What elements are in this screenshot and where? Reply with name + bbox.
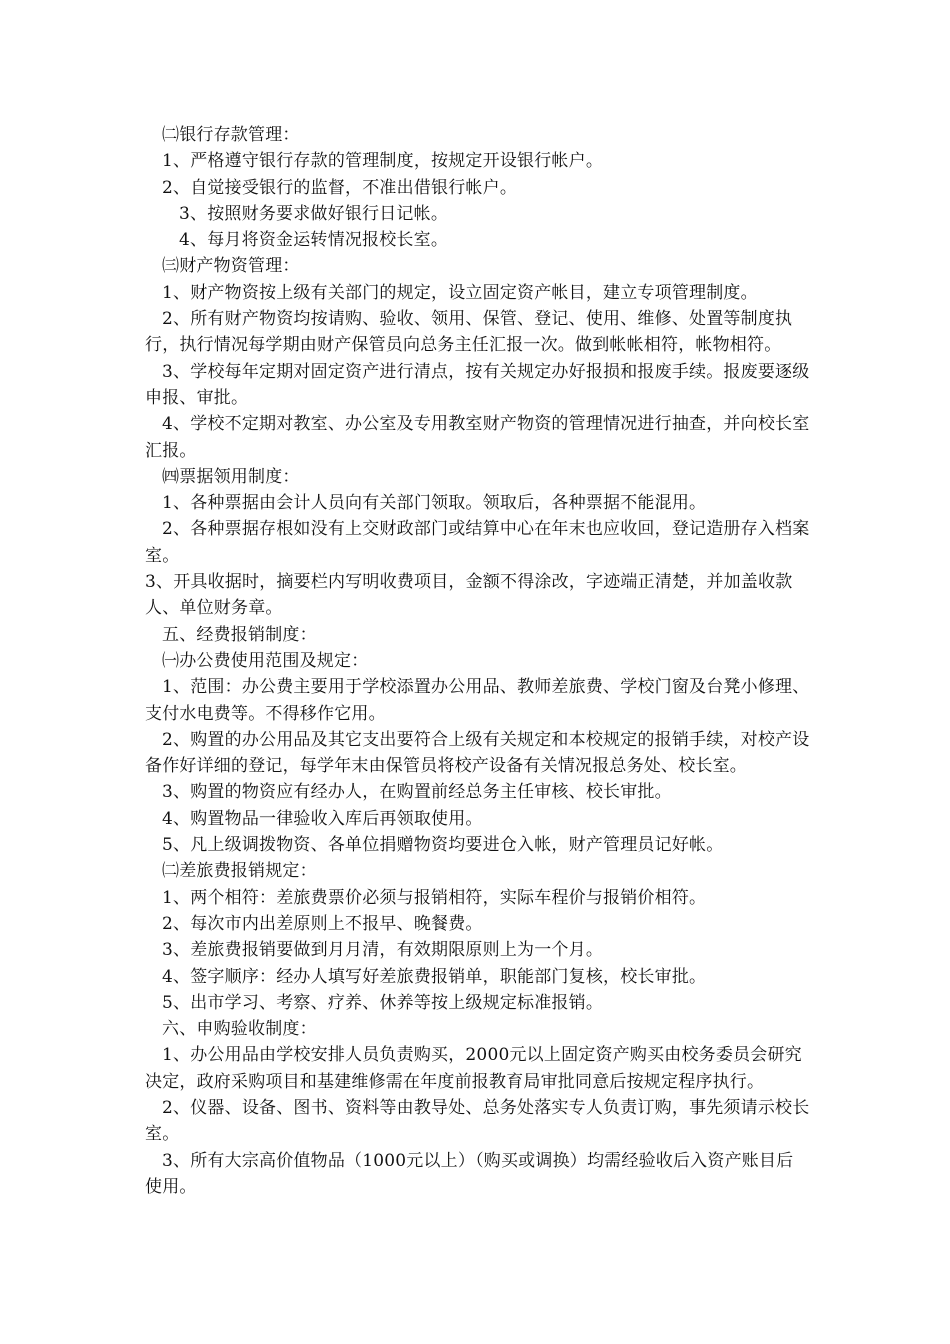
document-paragraph: ㈢财产物资管理： [162, 256, 300, 277]
document-paragraph: 1、严格遵守银行存款的管理制度，按规定开设银行帐户。 [162, 151, 604, 172]
document-paragraph: ㈠办公费使用范围及规定： [162, 650, 369, 671]
document-paragraph: 2、每次市内出差原则上不报早、晚餐费。 [162, 913, 483, 934]
document-paragraph: ㈡差旅费报销规定： [162, 861, 317, 882]
document-paragraph: 4、每月将资金运转情况报校长室。 [179, 230, 449, 251]
document-paragraph: 1、办公用品由学校安排人员负责购买，2000元以上固定资产购买由校务委员会研究决定，政府采购项目和基建维修需在年度前报教育局审批同意后按规定程序执行。 [145, 1045, 802, 1092]
document-paragraph: 3、按照财务要求做好银行日记帐。 [179, 203, 449, 224]
document-paragraph: ㈣票据领用制度： [162, 466, 300, 487]
document-paragraph: 六、申购验收制度： [162, 1019, 317, 1040]
document-paragraph: ㈡银行存款管理： [162, 125, 300, 145]
document-paragraph: 2、仪器、设备、图书、资料等由教导处、总务处落实专人负责订购，事先须请示校长室。 [145, 1097, 810, 1145]
document-paragraph: 1、财产物资按上级有关部门的规定，设立固定资产帐目，建立专项管理制度。 [162, 282, 758, 303]
document-paragraph: 2、购置的办公用品及其它支出要符合上级有关规定和本校规定的报销手续，对校产设备作好详细的登记，每学年末由保管员将校产设备有关情况报总务处、校长室。 [145, 729, 810, 777]
document-paragraph: 1、范围：办公费主要用于学校添置办公用品、教师差旅费、学校门窗及台凳小修理、支付水电费等。不得移作它用。 [145, 677, 810, 724]
document-paragraph: 3、购置的物资应有经办人，在购置前经总务主任审核、校长审批。 [162, 782, 672, 803]
document-paragraph: 1、各种票据由会计人员向有关部门领取。领取后，各种票据不能混用。 [162, 493, 707, 514]
document-paragraph: 4、签字顺序：经办人填写好差旅费报销单，职能部门复核，校长审批。 [162, 966, 707, 987]
document-paragraph: 3、开具收据时，摘要栏内写明收费项目，金额不得涂改，字迹端正清楚，并加盖收款人、单位财务章。 [145, 572, 793, 619]
document-body [145, 122, 810, 1200]
document-paragraph: 3、学校每年定期对固定资产进行清点，按有关规定办好报损和报废手续。报废要逐级申报、审批。 [145, 361, 810, 408]
document-paragraph: 3、所有大宗高价值物品（1000元以上）（购买或调换）均需经验收后入资产账目后使用。 [145, 1150, 794, 1197]
document-paragraph: 2、自觉接受银行的监督，不准出借银行帐户。 [162, 177, 518, 198]
document-paragraph: 2、所有财产物资均按请购、验收、领用、保管、登记、使用、维修、处置等制度执行，执行情况每学期由财产保管员向总务主任汇报一次。做到帐帐相符，帐物相符。 [145, 309, 793, 356]
document-paragraph: 五、经费报销制度： [162, 624, 317, 645]
document-paragraph: 1、两个相符：差旅费票价必须与报销相符，实际车程价与报销价相符。 [162, 887, 707, 908]
document-paragraph: 4、学校不定期对教室、办公室及专用教室财产物资的管理情况进行抽查，并向校长室汇报。 [145, 414, 810, 461]
document-paragraph: 4、购置物品一律验收入库后再领取使用。 [162, 808, 483, 829]
document-paragraph: 2、各种票据存根如没有上交财政部门或结算中心在年末也应收回，登记造册存入档案室。 [145, 519, 810, 566]
document-paragraph: 5、出市学习、考察、疗养、休养等按上级规定标准报销。 [162, 992, 604, 1013]
document-paragraph: 5、凡上级调拨物资、各单位捐赠物资均要进仓入帐，财产管理员记好帐。 [162, 835, 724, 856]
document-paragraph: 3、差旅费报销要做到月月清，有效期限原则上为一个月。 [162, 940, 604, 961]
